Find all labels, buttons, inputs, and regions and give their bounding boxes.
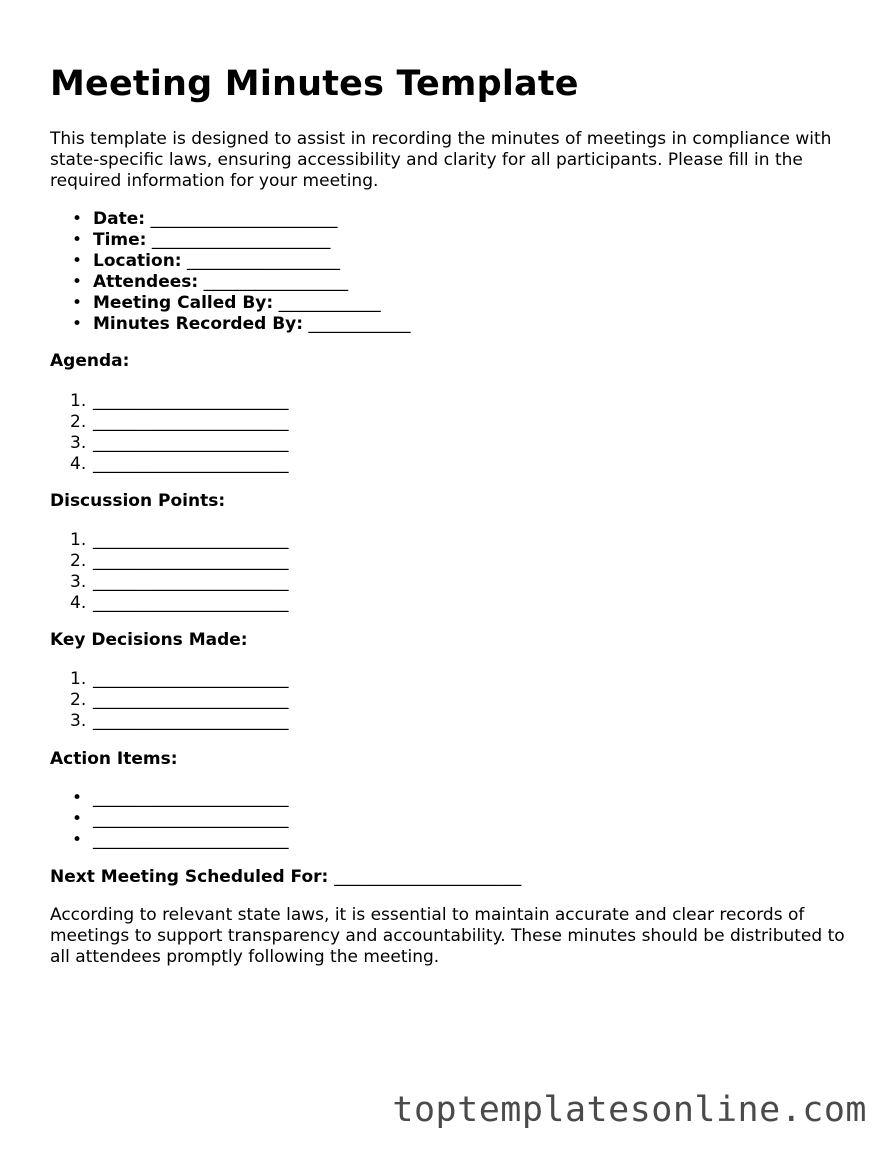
list-item [50, 593, 289, 614]
item-number: 4. [70, 593, 87, 613]
item-number: 2. [70, 690, 87, 710]
discussion-list [50, 530, 289, 614]
action-items-heading: Action Items: [50, 749, 178, 769]
item-blank: _______________________ [93, 711, 289, 731]
item-blank: _______________________ [93, 572, 289, 592]
item-blank: _______________________ [93, 530, 289, 550]
list-item [50, 830, 289, 851]
item-blank: _______________________ [93, 593, 289, 613]
item-number: 2. [70, 412, 87, 432]
item-number: 1. [70, 391, 87, 411]
info-field-blank: _________________ [203, 272, 349, 292]
closing-paragraph: According to relevant state laws, it is essential to maintain accurate and clear records of meetings to support transparency and accountability. These minutes should be distributed to all attendees promptly following the meeting. [50, 905, 845, 967]
item-number: 3. [70, 433, 87, 453]
discussion-heading: Discussion Points: [50, 491, 226, 511]
agenda-heading: Agenda: [50, 351, 130, 371]
page-title: Meeting Minutes Template [50, 64, 579, 104]
list-item [50, 412, 289, 433]
watermark-text: toptemplatesonline.com [392, 1090, 867, 1130]
item-blank: _______________________ [93, 788, 289, 808]
list-item [50, 690, 289, 711]
item-number: 3. [70, 711, 87, 731]
list-item [50, 433, 289, 454]
info-field-blank: ______________________ [150, 209, 338, 229]
list-item [50, 572, 289, 593]
meeting-info-list [50, 209, 410, 335]
info-field-attendees [50, 272, 410, 293]
decisions-heading: Key Decisions Made: [50, 630, 248, 650]
info-field-label: Meeting Called By: [93, 293, 274, 313]
list-item [50, 788, 289, 809]
info-field-date [50, 209, 410, 230]
info-field-label: Time: [93, 230, 147, 250]
item-blank: _______________________ [93, 809, 289, 829]
info-field-time [50, 230, 410, 251]
decisions-list [50, 669, 289, 732]
list-item [50, 391, 289, 412]
list-item [50, 530, 289, 551]
item-number: 1. [70, 530, 87, 550]
intro-paragraph: This template is designed to assist in recording the minutes of meetings in compliance with state-specific laws, ensuring accessibility and clarity for all participants. Please fill in the required information for your meeting. [50, 129, 832, 191]
agenda-list [50, 391, 289, 475]
info-field-label: Location: [93, 251, 182, 271]
item-blank: _______________________ [93, 690, 289, 710]
next-meeting-line [50, 867, 521, 888]
item-number: 4. [70, 454, 87, 474]
info-field-called-by [50, 293, 410, 314]
list-item [50, 809, 289, 830]
item-blank: _______________________ [93, 454, 289, 474]
item-blank: _______________________ [93, 412, 289, 432]
item-number: 2. [70, 551, 87, 571]
info-field-location [50, 251, 410, 272]
info-field-blank: _____________________ [151, 230, 331, 250]
item-blank: _______________________ [93, 551, 289, 571]
info-field-label: Date: [93, 209, 146, 229]
item-number: 1. [70, 669, 87, 689]
item-blank: _______________________ [93, 433, 289, 453]
info-field-blank: ____________ [308, 314, 411, 334]
list-item [50, 669, 289, 690]
info-field-label: Attendees: [93, 272, 199, 292]
item-blank: _______________________ [93, 830, 289, 850]
info-field-recorded-by [50, 314, 410, 335]
info-field-blank: ____________ [278, 293, 381, 313]
item-number: 3. [70, 572, 87, 592]
action-items-list [50, 788, 289, 851]
next-meeting-blank: ______________________ [334, 867, 522, 887]
next-meeting-label: Next Meeting Scheduled For: [50, 867, 329, 887]
list-item [50, 711, 289, 732]
info-field-blank: __________________ [187, 251, 341, 271]
list-item [50, 551, 289, 572]
info-field-label: Minutes Recorded By: [93, 314, 304, 334]
item-blank: _______________________ [93, 391, 289, 411]
list-item [50, 454, 289, 475]
item-blank: _______________________ [93, 669, 289, 689]
